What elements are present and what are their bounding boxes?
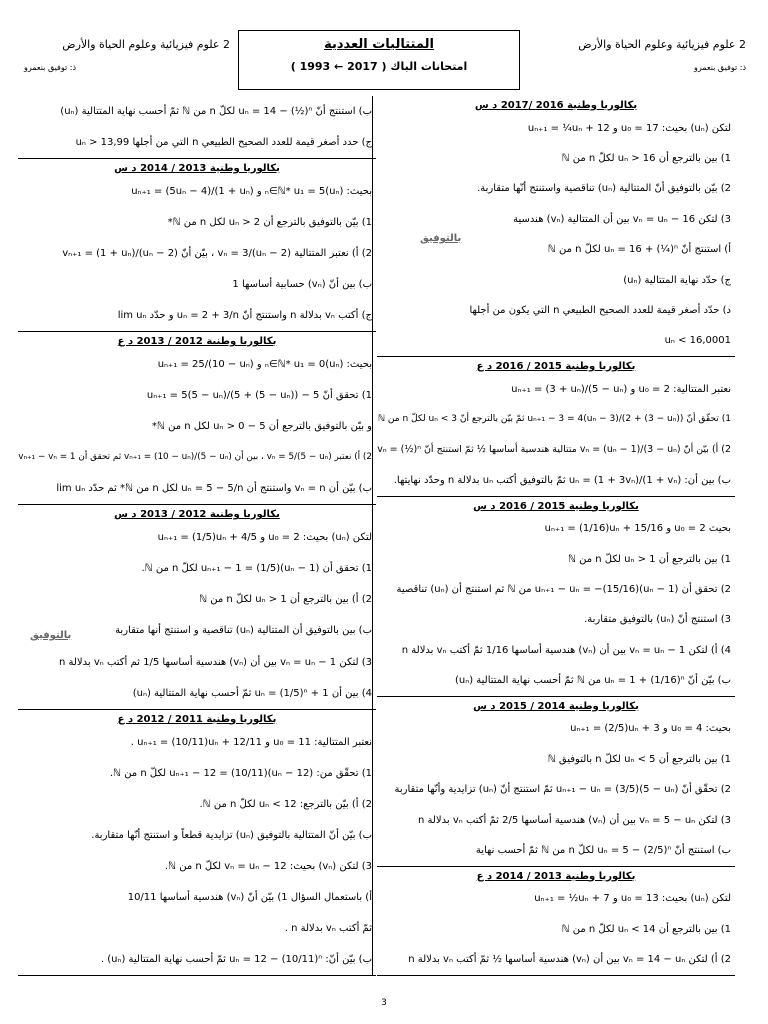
title-box [238,30,520,90]
exercise-line: 1) بين بالترجع أن uₙ < 14 لكلّ n من ℕ [561,923,731,935]
exercise-line: أ) باستعمال السؤال 1) بيّن أنّ (vₙ) هندسية أساسها 10/11 [127,891,372,903]
exercise-heading: بكالوريا وطنية 2015 / 2016 د ع [476,361,636,372]
exercise-line: 2) أ) بيّن بالترجع: uₙ < 12 لكلّ n من ℕ. [199,798,372,810]
exercise-line: 3) لتكن vₙ = 5 − uₙ بين أن (vₙ) هندسية أساسها 2/5 ثمّ أكتب vₙ بدلالة n [418,814,731,826]
exercise-line: 4) أ) لتكن vₙ = uₙ − 1 بين أن (vₙ) هندسية أساسها 1/16 ثمّ أكتب vₙ بدلالة n [401,644,731,656]
exercise-line: 1) بيّن بالتوفيق بالترجع أن uₙ > 2 لكل n من ℕ* [167,217,372,229]
exercise-line: ج) حدد أصغر قيمة للعدد الصحيح الطبيعي n التي من أجلها uₙ > 13,99 [75,137,372,149]
left-column [18,96,376,976]
exercise-line: 2) تحقق أن uₙ₊₁ − uₙ = −(15/16)(uₙ − 1) من ℕ ثم استنتج أن (uₙ) تناقصية [396,583,731,595]
exercise-line: أ) استنتج أنّ uₙ = 16 + (¼)ⁿ لكلّ n من ℕ [547,244,731,256]
exercise-section [18,96,376,159]
exercise-section [18,332,376,505]
author-left: ذ: توفيق بنعمرو [24,63,77,72]
exercise-line: نعتبر المتتالية: u₀ = 11 و uₙ₊₁ = (10/11)uₙ + 12/11 . [130,736,372,748]
exercise-line: ب) بين بالتوفيق أن المتتالية (uₙ) تناقصية و استنتج أنها متقاربة [115,625,372,637]
exercise-line: ب) بين أنّ (vₙ) حسابية أساسها 1 [232,279,372,291]
exercise-line: 2) بيّن بالتوفيق أنّ المتتالية (uₙ) تناقصية واستنتج أنّها متقاربة. [477,183,731,195]
exercise-section [377,357,735,497]
exercise-section [18,505,376,709]
exercise-section [377,96,735,357]
author-right: ذ: توفيق بنعمرو [693,63,746,72]
exercise-line: ج) أكتب vₙ بدلالة n واستنتج أنّ uₙ = 2 + 3/n و حدّد lim uₙ [117,310,372,322]
exercise-line: و بيّن بالتوفيق بالترجع أن 5 − uₙ > 0 لكل n من ℕ* [151,421,372,433]
page-subtitle: امتحانات الباك ( 2017 ← 1993 ) [290,60,468,73]
exercise-line: 2) أ) بيّن أنّ vₙ = (uₙ − 1)/(3 − uₙ) متتالية هندسية أساسها ½ ثمّ استنتج أنّ vₙ = (½)ⁿ [377,444,731,456]
exercise-line: لتكن (uₙ) بحيث: u₀ = 2 و uₙ₊₁ = (1/5)uₙ + 4/5 [157,532,372,544]
exercise-line: بحيث: (uₙ)ₙ∈ℕ* u₁ = 5 و uₙ₊₁ = (5uₙ − 4)/(1 + uₙ) [131,186,372,198]
exercise-heading: بكالوريا وطنية 2013 / 2014 د ع [476,870,636,882]
page-title: المتتاليات العددية [324,37,434,52]
exercise-line: 1) بين بالترجع أن uₙ < 5 لكلّ n بالتوفيق ℕ [547,753,731,765]
exercise-line: 2) أ) نعتبر vₙ = 5/(5 − uₙ) ، بين أن vₙ₊₁ = (10 − uₙ)/(5 − uₙ) ثم تحقق أن vₙ₊₁ − vₙ = 1 [18,452,372,463]
exercise-heading: بكالوريا وطنية 2015 / 2016 د س [473,500,639,512]
exercise-line: د) حدّد أصغر قيمة للعدد الصحيح الطبيعي n التي يكون من أجلها [469,304,731,316]
exercise-line: ب) بين أن: uₙ = (1 + 3vₙ)/(1 + vₙ) ثمّ بالتوفيق أكتب uₙ بدلالة n وحدّد نهايتها. [393,474,731,486]
exercise-line: ب) بيّن أنّ uₙ = 1 + (1/16)ⁿ من ℕ ثمّ أحسب نهاية المتتالية (uₙ) [454,675,731,687]
exercise-line: ب) استنتج أنّ uₙ = 14 − (½)ⁿ لكلّ n من ℕ ثمّ أحسب نهاية المتتالية (uₙ) [60,106,372,118]
exercise-line: ب) بيّن أنّ المتتالية بالتوفيق (uₙ) تزايدية قطعاً و استنتج أنّها متقاربة. [91,829,372,841]
exercise-line: لتكن (uₙ) بحيث: u₀ = 17 و uₙ₊₁ = ¼uₙ + 12 [527,122,731,134]
exercise-section [18,159,376,332]
exercise-line: بحيث: (uₙ)ₙ∈ℕ* u₁ = 0 و uₙ₊₁ = 25/(10 − uₙ) [157,359,372,371]
exercise-line: 1) بين بالترجع أن uₙ > 1 لكلّ n من ℕ [567,553,731,565]
exercise-line: 3) لتكن vₙ = uₙ − 16 بين أن المتتالية (vₙ) هندسية [513,213,731,225]
exercise-line: 2) أ) نعتبر المتتالية vₙ = 3/(uₙ − 2) ، بيّن أنّ vₙ₊₁ = (1 + uₙ)/(uₙ − 2) [62,248,372,260]
page-number: 3 [381,998,387,1008]
exercise-line: 1) بين بالترجع أن uₙ > 16 لكلّ n من ℕ [561,153,731,165]
exercise-section [18,710,376,976]
exercise-line: 3) لتكن (vₙ) بحيث: vₙ = uₙ − 12 لكلّ n من ℕ. [164,860,372,872]
watermark-1: بالتوفيق [420,233,462,244]
exercise-line: ج) حدّد نهاية المتتالية (uₙ) [623,274,731,286]
exercise-heading: بكالوريا وطنية 2011 / 2012 د ع [117,713,277,725]
exercise-line: uₙ < 16,0001 [664,335,731,347]
exercise-line: 4) بين أن uₙ = (1/5)ⁿ + 1 ثمّ أحسب نهاية المتتالية (uₙ) [132,687,372,699]
exercise-line: بحيث: u₀ = 4 و uₙ₊₁ = (2/5)uₙ + 3 [570,723,731,735]
exercise-heading: بكالوريا وطنية 2014 / 2015 د س [473,700,639,712]
exercise-heading: بكالوريا وطنية 2016 /2017 د س [474,100,638,111]
exercise-line: 2) أ) لتكن vₙ = 14 − uₙ بين أن (vₙ) هندسية أساسها ½ ثمّ أكتب vₙ بدلالة n [408,954,731,966]
exercise-line: بحيث u₀ = 2 و uₙ₊₁ = (1/16)uₙ + 15/16 [544,523,731,535]
exercise-line: 2) تحقّق أنّ uₙ₊₁ − uₙ = (3/5)(5 − uₙ) ثمّ استنتج أنّ (uₙ) تزايدية وأنّها متقاربة [394,784,731,796]
exercise-line: 1) تحقّق أنّ uₙ₊₁ − 3 = 4(uₙ − 3)/(2 + (3 − uₙ)) ثمّ بيّن بالترجع أنّ uₙ < 3 لكلّ n من ℕ [377,414,731,425]
exercise-section [377,697,735,867]
exercise-line: نعتبر المتتالية: u₀ = 2 و uₙ₊₁ = (3 + uₙ)/(5 − uₙ) [511,383,731,395]
exercise-section [377,867,735,976]
exercise-line: ثمّ أكتب vₙ بدلالة n . [284,922,372,934]
class-label-right: 2 علوم فيزيائية وعلوم الحياة والأرض ذ: توفيق بنعمرو [536,38,746,74]
exercise-heading: بكالوريا وطنية 2012 / 2013 د ع [117,336,277,348]
exercise-line: 3) لتكن vₙ = uₙ − 1 بين أن (vₙ) هندسية أساسها 1/5 ثم أكتب vₙ بدلالة n [59,656,372,668]
exercise-line: 1) تحقق أن uₙ₊₁ − 1 = (1/5)(uₙ − 1) لكلّ n من ℕ. [141,563,372,575]
exercise-line: ب) استنتج أنّ uₙ = 5 − (2/5)ⁿ لكلّ n من ℕ ثمّ أحسب نهاية [475,844,731,856]
exercise-line: ب) بيّن أن vₙ = n واستنتج أن uₙ = 5 − 5/n لكل n من ℕ* ثم حدّد lim uₙ [56,483,372,495]
exercise-line: 3) استنتج أنّ (uₙ) بالتوفيق متقاربة. [584,614,731,626]
exercise-line: ب) بيّن أنّ: uₙ = 12 − (10/11)ⁿ ثمّ أحسب نهاية المتتالية (uₙ) . [100,953,372,965]
exercise-line: لتكن (uₙ) بحيث: u₀ = 13 و uₙ₊₁ = ½uₙ + 7 [534,893,731,905]
right-column [377,96,735,976]
exercise-line: 1) تحقق أنّ 5 − uₙ₊₁ = 5(5 − uₙ)/(5 + (5 − uₙ)) [146,390,372,402]
exercise-line: 1) تحقّق من: uₙ₊₁ − 12 = (10/11)(uₙ − 12) لكلّ n من ℕ. [109,767,372,779]
class-label-left: 2 علوم فيزيائية وعلوم الحياة والأرض ذ: توفيق بنعمرو [20,38,230,74]
exercise-section [377,497,735,697]
exercise-heading: بكالوريا وطنية 2013 / 2014 د س [114,163,280,175]
watermark-2: بالتوفيق [30,630,72,641]
exercise-line: 2) أ) بين بالترجع أن uₙ > 1 لكلّ n من ℕ [199,594,372,606]
exercise-heading: بكالوريا وطنية 2012 / 2013 د س [114,509,280,521]
